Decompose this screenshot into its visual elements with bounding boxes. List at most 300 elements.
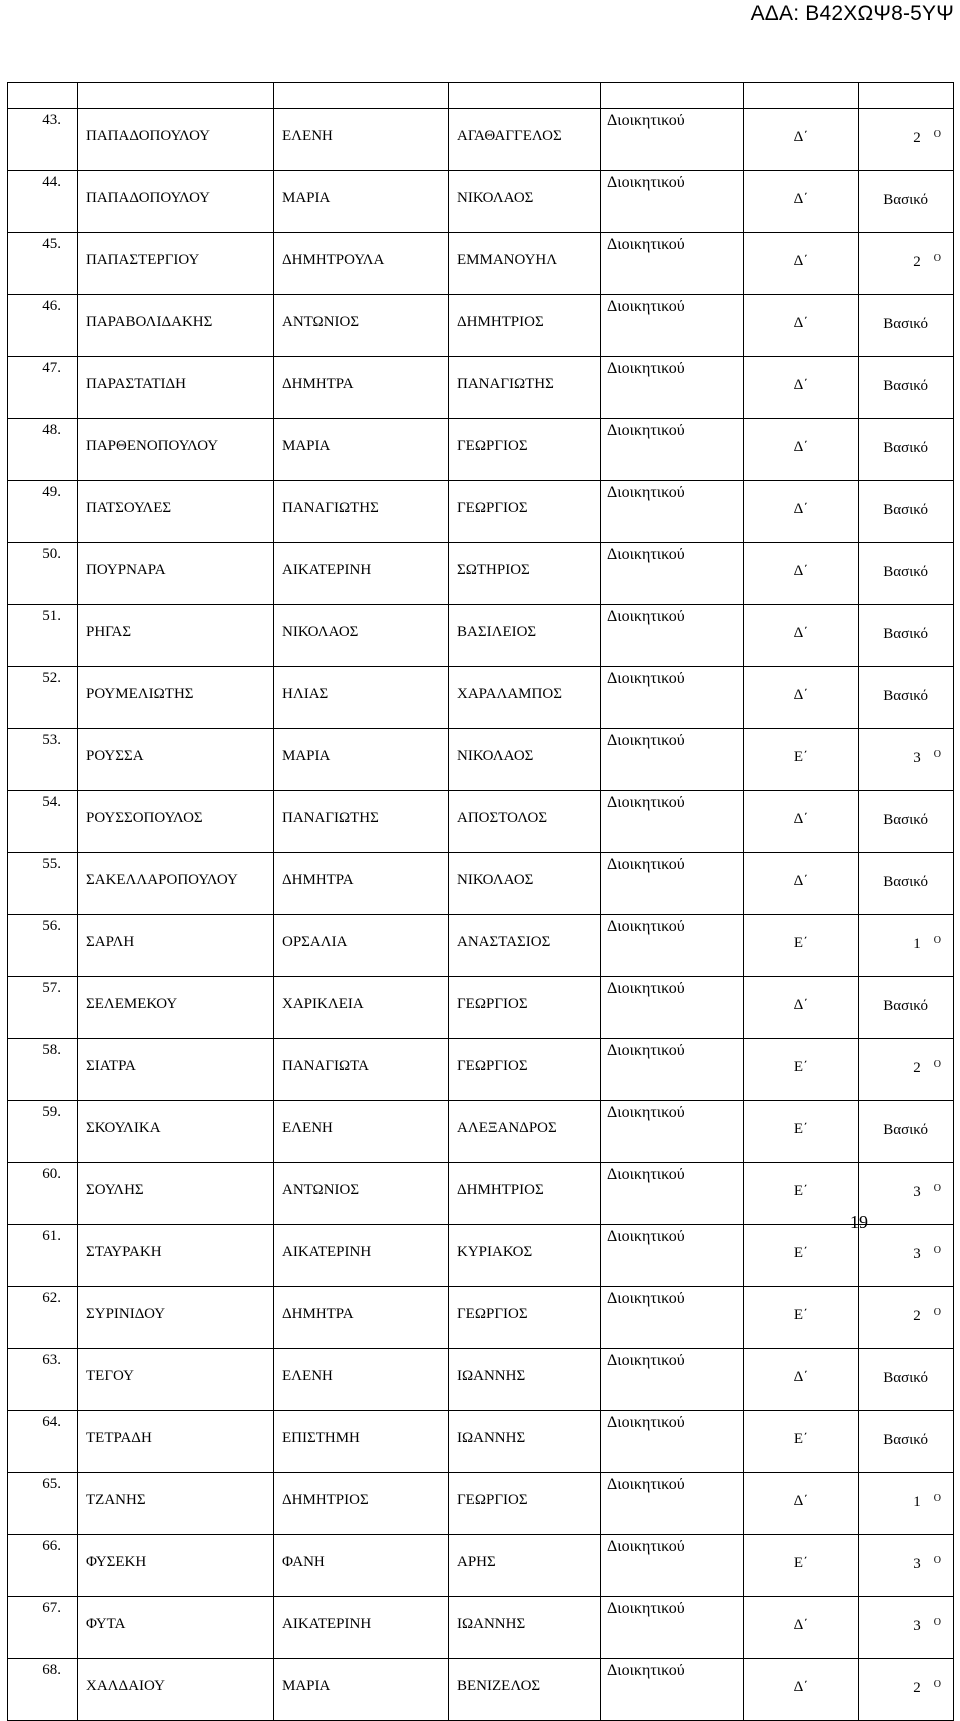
table-row bbox=[8, 667, 954, 729]
service-cell bbox=[601, 543, 744, 605]
row-number-cell bbox=[8, 109, 78, 171]
grade-cell bbox=[859, 1659, 954, 1721]
table-body bbox=[8, 83, 954, 1721]
first-name-cell bbox=[274, 1473, 449, 1535]
service: Διοικητικού bbox=[607, 484, 685, 501]
service: Διοικητικού bbox=[607, 1538, 685, 1555]
grade: 3 bbox=[913, 1246, 921, 1262]
father-name: ΝΙΚΟΛΑΟΣ bbox=[457, 190, 534, 206]
grade-wrap bbox=[883, 1370, 953, 1386]
class-cell bbox=[744, 791, 859, 853]
grade-sup: Ο bbox=[933, 935, 941, 946]
first-name-cell bbox=[274, 171, 449, 233]
grade-cell bbox=[859, 357, 954, 419]
first-name: ΔΗΜΗΤΡΙΟΣ bbox=[282, 1492, 369, 1508]
grade: 3 bbox=[913, 750, 921, 766]
table-row bbox=[8, 915, 954, 977]
class: Δ΄ bbox=[793, 1617, 809, 1633]
row-number-cell bbox=[8, 1535, 78, 1597]
surname: ΠΑΡΘΕΝΟΠΟΥΛΟΥ bbox=[86, 438, 219, 454]
first-name-cell bbox=[274, 915, 449, 977]
father-name-cell bbox=[449, 729, 601, 791]
row-number: 45. bbox=[42, 236, 61, 252]
service: Διοικητικού bbox=[607, 546, 685, 563]
father-name-cell bbox=[449, 1225, 601, 1287]
surname: ΤΕΤΡΑΔΗ bbox=[86, 1430, 152, 1446]
surname: ΤΕΓΟΥ bbox=[86, 1368, 134, 1384]
service: Διοικητικού bbox=[607, 1352, 685, 1369]
service-cell bbox=[601, 1597, 744, 1659]
grade-wrap bbox=[883, 812, 953, 828]
grade-sup: Ο bbox=[933, 1307, 941, 1318]
surname: ΠΟΥΡΝΑΡΑ bbox=[86, 562, 166, 578]
row-number-cell bbox=[8, 915, 78, 977]
father-name: ΣΩΤΗΡΙΟΣ bbox=[457, 562, 530, 578]
first-name: ΦΑΝΗ bbox=[282, 1554, 325, 1570]
row-number: 59. bbox=[42, 1104, 61, 1120]
row-number-cell bbox=[8, 1597, 78, 1659]
class: Δ΄ bbox=[793, 873, 809, 889]
father-name-cell bbox=[449, 791, 601, 853]
first-name: ΑΝΤΩΝΙΟΣ bbox=[282, 1182, 360, 1198]
service-cell bbox=[601, 295, 744, 357]
father-name: ΝΙΚΟΛΑΟΣ bbox=[457, 872, 534, 888]
surname-cell bbox=[78, 667, 274, 729]
row-number: 49. bbox=[42, 484, 61, 500]
row-number: 43. bbox=[42, 112, 61, 128]
first-name: ΔΗΜΗΤΡΟΥΛΑ bbox=[282, 252, 385, 268]
grade-sup: Ο bbox=[933, 1617, 941, 1628]
row-number-cell bbox=[8, 605, 78, 667]
grade-cell bbox=[859, 1473, 954, 1535]
row-number: 58. bbox=[42, 1042, 61, 1058]
service: Διοικητικού bbox=[607, 608, 685, 625]
surname-cell bbox=[78, 977, 274, 1039]
service-cell bbox=[601, 1225, 744, 1287]
row-number-cell bbox=[8, 295, 78, 357]
father-name: ΓΕΩΡΓΙΟΣ bbox=[457, 1058, 528, 1074]
grade-cell bbox=[859, 791, 954, 853]
first-name-cell bbox=[274, 667, 449, 729]
grade-wrap bbox=[913, 1246, 953, 1262]
row-number-cell bbox=[8, 1659, 78, 1721]
surname: ΠΑΡΑΣΤΑΤΙΔΗ bbox=[86, 376, 186, 392]
first-name-cell bbox=[274, 1597, 449, 1659]
surname-cell bbox=[78, 357, 274, 419]
service: Διοικητικού bbox=[607, 794, 685, 811]
surname: ΣΥΡΙΝΙΔΟΥ bbox=[86, 1306, 166, 1322]
father-name-cell bbox=[449, 1659, 601, 1721]
grade-wrap bbox=[883, 440, 953, 456]
service: Διοικητικού bbox=[607, 422, 685, 439]
table-row bbox=[8, 109, 954, 171]
grade-cell bbox=[859, 1225, 954, 1287]
surname-cell bbox=[78, 791, 274, 853]
grade: Βασικό bbox=[883, 378, 928, 394]
class: Δ΄ bbox=[793, 997, 809, 1013]
first-name: ΔΗΜΗΤΡΑ bbox=[282, 376, 354, 392]
class: Δ΄ bbox=[793, 1493, 809, 1509]
class: Δ΄ bbox=[793, 315, 809, 331]
grade: Βασικό bbox=[883, 626, 928, 642]
table-row bbox=[8, 481, 954, 543]
grade: Βασικό bbox=[883, 874, 928, 890]
grade: 2 bbox=[913, 254, 921, 270]
table-row bbox=[8, 233, 954, 295]
row-number-cell bbox=[8, 543, 78, 605]
surname-cell bbox=[78, 233, 274, 295]
row-number: 47. bbox=[42, 360, 61, 376]
table-header-row bbox=[8, 83, 954, 109]
first-name-cell bbox=[274, 977, 449, 1039]
first-name-cell bbox=[274, 481, 449, 543]
father-name-cell bbox=[449, 233, 601, 295]
row-number: 67. bbox=[42, 1600, 61, 1616]
father-name-cell bbox=[449, 171, 601, 233]
father-name-cell bbox=[449, 1163, 601, 1225]
first-name-cell bbox=[274, 109, 449, 171]
father-name-cell bbox=[449, 1101, 601, 1163]
service: Διοικητικού bbox=[607, 856, 685, 873]
father-name-cell bbox=[449, 1349, 601, 1411]
row-number-cell bbox=[8, 419, 78, 481]
row-number: 62. bbox=[42, 1290, 61, 1306]
father-name-cell bbox=[449, 853, 601, 915]
surname-cell bbox=[78, 171, 274, 233]
surname: ΣΟΥΛΗΣ bbox=[86, 1182, 144, 1198]
table-row bbox=[8, 1101, 954, 1163]
class: Δ΄ bbox=[793, 811, 809, 827]
grade-wrap bbox=[883, 626, 953, 642]
grade-cell bbox=[859, 1039, 954, 1101]
table-row bbox=[8, 1349, 954, 1411]
grade: 1 bbox=[913, 936, 921, 952]
table-row bbox=[8, 1597, 954, 1659]
surname: ΣΙΑΤΡΑ bbox=[86, 1058, 136, 1074]
first-name-cell bbox=[274, 543, 449, 605]
surname-cell bbox=[78, 605, 274, 667]
grade: Βασικό bbox=[883, 688, 928, 704]
grade-sup: Ο bbox=[933, 129, 941, 140]
class: Ε΄ bbox=[793, 749, 809, 765]
first-name: ΔΗΜΗΤΡΑ bbox=[282, 1306, 354, 1322]
table-row bbox=[8, 1535, 954, 1597]
first-name: ΕΛΕΝΗ bbox=[282, 1120, 333, 1136]
row-number: 56. bbox=[42, 918, 61, 934]
blank-cell bbox=[274, 83, 449, 109]
grade-sup: Ο bbox=[933, 1059, 941, 1070]
row-number: 48. bbox=[42, 422, 61, 438]
first-name-cell bbox=[274, 1039, 449, 1101]
father-name-cell bbox=[449, 295, 601, 357]
class-cell bbox=[744, 605, 859, 667]
table-row bbox=[8, 853, 954, 915]
father-name: ΑΡΗΣ bbox=[457, 1554, 496, 1570]
table-row bbox=[8, 1473, 954, 1535]
surname-cell bbox=[78, 1411, 274, 1473]
service-cell bbox=[601, 667, 744, 729]
first-name: ΜΑΡΙΑ bbox=[282, 190, 331, 206]
service-cell bbox=[601, 1535, 744, 1597]
row-number: 64. bbox=[42, 1414, 61, 1430]
row-number-cell bbox=[8, 233, 78, 295]
table-row bbox=[8, 543, 954, 605]
class: Δ΄ bbox=[793, 129, 809, 145]
grade-cell bbox=[859, 233, 954, 295]
class-cell bbox=[744, 977, 859, 1039]
row-number: 68. bbox=[42, 1662, 61, 1678]
class-cell bbox=[744, 1597, 859, 1659]
grade-cell bbox=[859, 1535, 954, 1597]
table-row bbox=[8, 357, 954, 419]
page-number: 19 bbox=[850, 1212, 868, 1232]
grade: Βασικό bbox=[883, 1432, 928, 1448]
row-number-cell bbox=[8, 1039, 78, 1101]
father-name-cell bbox=[449, 109, 601, 171]
service-cell bbox=[601, 729, 744, 791]
blank-cell bbox=[744, 83, 859, 109]
first-name: ΝΙΚΟΛΑΟΣ bbox=[282, 624, 359, 640]
table-row bbox=[8, 171, 954, 233]
grade: Βασικό bbox=[883, 502, 928, 518]
grade-wrap bbox=[883, 1432, 953, 1448]
service: Διοικητικού bbox=[607, 174, 685, 191]
service: Διοικητικού bbox=[607, 1414, 685, 1431]
grade-sup: Ο bbox=[933, 749, 941, 760]
row-number: 52. bbox=[42, 670, 61, 686]
surname-cell bbox=[78, 419, 274, 481]
class: Δ΄ bbox=[793, 439, 809, 455]
service: Διοικητικού bbox=[607, 918, 685, 935]
first-name-cell bbox=[274, 853, 449, 915]
blank-cell bbox=[449, 83, 601, 109]
service: Διοικητικού bbox=[607, 980, 685, 997]
row-number-cell bbox=[8, 1163, 78, 1225]
grade-wrap bbox=[913, 1308, 953, 1324]
father-name-cell bbox=[449, 667, 601, 729]
row-number: 51. bbox=[42, 608, 61, 624]
class-cell bbox=[744, 1101, 859, 1163]
service: Διοικητικού bbox=[607, 1290, 685, 1307]
first-name: ΠΑΝΑΓΙΩΤΗΣ bbox=[282, 500, 379, 516]
service-cell bbox=[601, 481, 744, 543]
grade-cell bbox=[859, 481, 954, 543]
class: Δ΄ bbox=[793, 1679, 809, 1695]
surname-cell bbox=[78, 1349, 274, 1411]
class: Δ΄ bbox=[793, 377, 809, 393]
service-cell bbox=[601, 357, 744, 419]
grade-cell bbox=[859, 1411, 954, 1473]
father-name: ΓΕΩΡΓΙΟΣ bbox=[457, 1492, 528, 1508]
first-name-cell bbox=[274, 791, 449, 853]
father-name: ΔΗΜΗΤΡΙΟΣ bbox=[457, 314, 544, 330]
row-number-cell bbox=[8, 729, 78, 791]
first-name-cell bbox=[274, 357, 449, 419]
class-cell bbox=[744, 357, 859, 419]
row-number-cell bbox=[8, 1349, 78, 1411]
service-cell bbox=[601, 791, 744, 853]
class-cell bbox=[744, 295, 859, 357]
surname: ΤΖΑΝΗΣ bbox=[86, 1492, 146, 1508]
class-cell bbox=[744, 481, 859, 543]
row-number: 57. bbox=[42, 980, 61, 996]
grade: 2 bbox=[913, 1308, 921, 1324]
service: Διοικητικού bbox=[607, 1662, 685, 1679]
service-cell bbox=[601, 1039, 744, 1101]
class: Ε΄ bbox=[793, 1245, 809, 1261]
service: Διοικητικού bbox=[607, 1104, 685, 1121]
blank-cell bbox=[601, 83, 744, 109]
row-number-cell bbox=[8, 171, 78, 233]
class-cell bbox=[744, 1349, 859, 1411]
first-name: ΔΗΜΗΤΡΑ bbox=[282, 872, 354, 888]
first-name-cell bbox=[274, 1659, 449, 1721]
table-row bbox=[8, 1287, 954, 1349]
service: Διοικητικού bbox=[607, 360, 685, 377]
father-name: ΓΕΩΡΓΙΟΣ bbox=[457, 500, 528, 516]
class-cell bbox=[744, 853, 859, 915]
father-name: ΙΩΑΝΝΗΣ bbox=[457, 1616, 526, 1632]
class: Ε΄ bbox=[793, 1431, 809, 1447]
grade-wrap bbox=[883, 1122, 953, 1138]
grade: 1 bbox=[913, 1494, 921, 1510]
grade-cell bbox=[859, 667, 954, 729]
father-name: ΙΩΑΝΝΗΣ bbox=[457, 1368, 526, 1384]
grade: 2 bbox=[913, 1680, 921, 1696]
service-cell bbox=[601, 853, 744, 915]
service: Διοικητικού bbox=[607, 1228, 685, 1245]
employee-table bbox=[7, 82, 954, 1721]
grade-cell bbox=[859, 109, 954, 171]
surname-cell bbox=[78, 729, 274, 791]
ada-code: ΑΔΑ: Β42ΧΩΨ8-5ΥΨ bbox=[750, 2, 954, 25]
surname-cell bbox=[78, 1039, 274, 1101]
class-cell bbox=[744, 543, 859, 605]
surname-cell bbox=[78, 109, 274, 171]
father-name: ΚΥΡΙΑΚΟΣ bbox=[457, 1244, 533, 1260]
first-name: ΟΡΣΑΛΙΑ bbox=[282, 934, 348, 950]
father-name: ΧΑΡΑΛΑΜΠΟΣ bbox=[457, 686, 562, 702]
surname: ΡΟΥΜΕΛΙΩΤΗΣ bbox=[86, 686, 194, 702]
father-name-cell bbox=[449, 915, 601, 977]
service-cell bbox=[601, 915, 744, 977]
row-number-cell bbox=[8, 853, 78, 915]
grade-wrap bbox=[883, 874, 953, 890]
first-name: ΕΛΕΝΗ bbox=[282, 128, 333, 144]
surname: ΧΑΛΔΑΙΟΥ bbox=[86, 1678, 165, 1694]
father-name-cell bbox=[449, 1411, 601, 1473]
service-cell bbox=[601, 419, 744, 481]
grade-wrap bbox=[913, 1618, 953, 1634]
service-cell bbox=[601, 1287, 744, 1349]
grade-wrap bbox=[883, 502, 953, 518]
first-name: ΑΙΚΑΤΕΡΙΝΗ bbox=[282, 1244, 372, 1260]
father-name-cell bbox=[449, 419, 601, 481]
table-row bbox=[8, 1039, 954, 1101]
class: Δ΄ bbox=[793, 563, 809, 579]
service-cell bbox=[601, 233, 744, 295]
surname: ΠΑΠΑΔΟΠΟΥΛΟΥ bbox=[86, 128, 211, 144]
first-name-cell bbox=[274, 1163, 449, 1225]
grade: Βασικό bbox=[883, 998, 928, 1014]
grade-cell bbox=[859, 1349, 954, 1411]
surname-cell bbox=[78, 1101, 274, 1163]
table-row bbox=[8, 419, 954, 481]
class-cell bbox=[744, 1163, 859, 1225]
father-name-cell bbox=[449, 1287, 601, 1349]
surname-cell bbox=[78, 543, 274, 605]
service: Διοικητικού bbox=[607, 1042, 685, 1059]
father-name: ΑΠΟΣΤΟΛΟΣ bbox=[457, 810, 548, 826]
first-name-cell bbox=[274, 419, 449, 481]
grade-wrap bbox=[913, 1060, 953, 1076]
first-name: ΠΑΝΑΓΙΩΤΑ bbox=[282, 1058, 369, 1074]
first-name: ΜΑΡΙΑ bbox=[282, 438, 331, 454]
grade-wrap bbox=[913, 936, 953, 952]
surname: ΦΥΣΕΚΗ bbox=[86, 1554, 147, 1570]
blank-cell bbox=[859, 83, 954, 109]
surname-cell bbox=[78, 481, 274, 543]
first-name: ΑΙΚΑΤΕΡΙΝΗ bbox=[282, 1616, 372, 1632]
service: Διοικητικού bbox=[607, 732, 685, 749]
surname: ΦΥΤΑ bbox=[86, 1616, 126, 1632]
grade-wrap bbox=[883, 192, 953, 208]
grade: 2 bbox=[913, 1060, 921, 1076]
table-row bbox=[8, 1411, 954, 1473]
father-name: ΒΑΣΙΛΕΙΟΣ bbox=[457, 624, 537, 640]
class-cell bbox=[744, 1287, 859, 1349]
class-cell bbox=[744, 1473, 859, 1535]
grade: Βασικό bbox=[883, 564, 928, 580]
grade: Βασικό bbox=[883, 440, 928, 456]
surname: ΠΑΠΑΔΟΠΟΥΛΟΥ bbox=[86, 190, 211, 206]
table-row bbox=[8, 605, 954, 667]
father-name-cell bbox=[449, 1473, 601, 1535]
grade: 3 bbox=[913, 1184, 921, 1200]
table-row bbox=[8, 791, 954, 853]
row-number: 55. bbox=[42, 856, 61, 872]
row-number-cell bbox=[8, 1101, 78, 1163]
service-cell bbox=[601, 977, 744, 1039]
row-number-cell bbox=[8, 1287, 78, 1349]
surname-cell bbox=[78, 1287, 274, 1349]
father-name-cell bbox=[449, 977, 601, 1039]
first-name: ΗΛΙΑΣ bbox=[282, 686, 329, 702]
row-number: 53. bbox=[42, 732, 61, 748]
surname: ΡΟΥΣΣΟΠΟΥΛΟΣ bbox=[86, 810, 203, 826]
first-name-cell bbox=[274, 605, 449, 667]
service-cell bbox=[601, 171, 744, 233]
row-number: 50. bbox=[42, 546, 61, 562]
grade-wrap bbox=[913, 130, 953, 146]
surname: ΣΕΛΕΜΕΚΟΥ bbox=[86, 996, 178, 1012]
first-name-cell bbox=[274, 1349, 449, 1411]
surname-cell bbox=[78, 1163, 274, 1225]
blank-cell bbox=[78, 83, 274, 109]
grade-cell bbox=[859, 171, 954, 233]
row-number-cell bbox=[8, 1411, 78, 1473]
father-name-cell bbox=[449, 1535, 601, 1597]
row-number-cell bbox=[8, 481, 78, 543]
father-name-cell bbox=[449, 605, 601, 667]
father-name: ΑΛΕΞΑΝΔΡΟΣ bbox=[457, 1120, 557, 1136]
grade-wrap bbox=[883, 564, 953, 580]
father-name: ΒΕΝΙΖΕΛΟΣ bbox=[457, 1678, 541, 1694]
class: Ε΄ bbox=[793, 1307, 809, 1323]
surname-cell bbox=[78, 1473, 274, 1535]
grade-cell bbox=[859, 915, 954, 977]
grade-sup: Ο bbox=[933, 1245, 941, 1256]
